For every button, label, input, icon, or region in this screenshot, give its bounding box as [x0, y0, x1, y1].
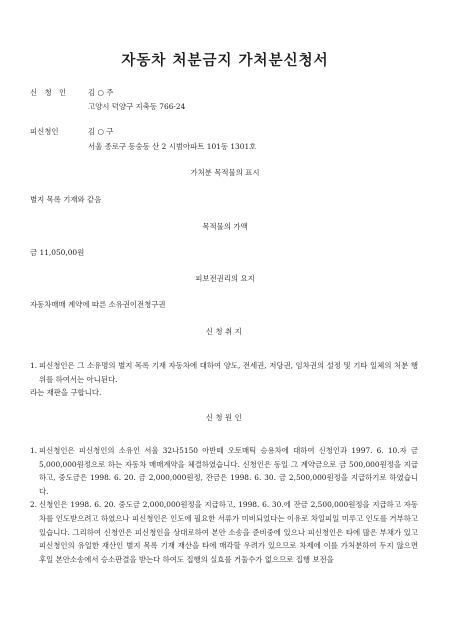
applicant-name: 김 ○ 주 — [88, 88, 114, 97]
document-title: 자동차 처분금지 가처분신청서 — [121, 52, 329, 69]
object-text: 별지 목록 기재와 같음 — [30, 195, 102, 204]
purpose-item-number: 1. — [30, 361, 38, 370]
reason-item-text: 신청인은 1998. 6. 20. 중도금 2,000,000원정을 지급하고, 1998. 6. 30.에 잔금 2,500,000원정을 지급하고 자동차를 인도받으려고 하였으나 피신청인은 인도에 필요한 서류가 미비되었다는 이유로 차일피일 미루고 인도를 거부하고 있습니다. 그리하여 신청인은 피신청인을 상대로하여 본안 소송을 준비중에 있으나 피신청인은 타에 많은 부채가 있고 피신청인의 유일한 재산인 별지 목록 기재 재산을 타에 매각할 우려가 있으므로 차제에 이를 가처분하여 두지 않으면 후일 본안소송에서 승소판결을 받는다 하여도 집행의 실효를 거둘수가 없으므로 집행 보전을 — [39, 500, 418, 564]
reason-list — [30, 444, 418, 566]
reason-item-text: 피신청인은 피신청인의 소유인 서울 32나5150 아반떼 오토매틱 승용차에 대하여 신청인과 1997. 6. 10.자 금 5,000,000원정으로 하는 자동차 매매계약을 체결하였습니다. 신청인은 동일 그 계약금으로 금 500,000원정을 지급하고, 중도금은 1998. 6. 20. 금 2,000,000원정, 잔금은 1998. 6. 30. 금 2,500,000원정을 지급하기로 하였습니다. — [39, 446, 418, 496]
respondent-label: 피신청인 — [30, 127, 59, 136]
object-heading: 가처분 목적물의 표시 — [190, 168, 260, 177]
right-heading: 피보전권리의 요지 — [195, 274, 255, 283]
purpose-item — [30, 359, 418, 386]
reason-heading: 신청원인 — [205, 413, 245, 422]
value-heading: 목적물의 가액 — [202, 222, 248, 231]
purpose-closing: 라는 재판을 구합니다. — [30, 388, 102, 398]
reason-item-number: 1. — [30, 446, 38, 455]
applicant-label: 신 청 인 — [30, 88, 69, 97]
respondent-address: 서울 종로구 동숭동 산 2 시범아파트 101동 1301호 — [88, 142, 257, 151]
value-text: 금 11,050,00원 — [30, 248, 85, 257]
purpose-item-text: 피신청인은 그 소유명의 별지 목록 기재 자동차에 대하여 양도, 전세권, 저당권, 임차권의 설정 및 기타 일체의 처분 행위를 하여서는 아니된다. — [39, 361, 418, 384]
reason-item — [30, 498, 418, 566]
applicant-address: 고양시 덕양구 지축동 766-24 — [88, 102, 186, 111]
right-text: 자동차매매 계약에 따른 소유권이전청구권 — [30, 300, 166, 309]
reason-item-number: 2. — [30, 500, 38, 510]
respondent-name: 김 ○ 구 — [88, 127, 114, 136]
purpose-heading: 신청취지 — [205, 327, 245, 336]
purpose-list — [30, 359, 418, 400]
reason-item — [30, 444, 418, 498]
